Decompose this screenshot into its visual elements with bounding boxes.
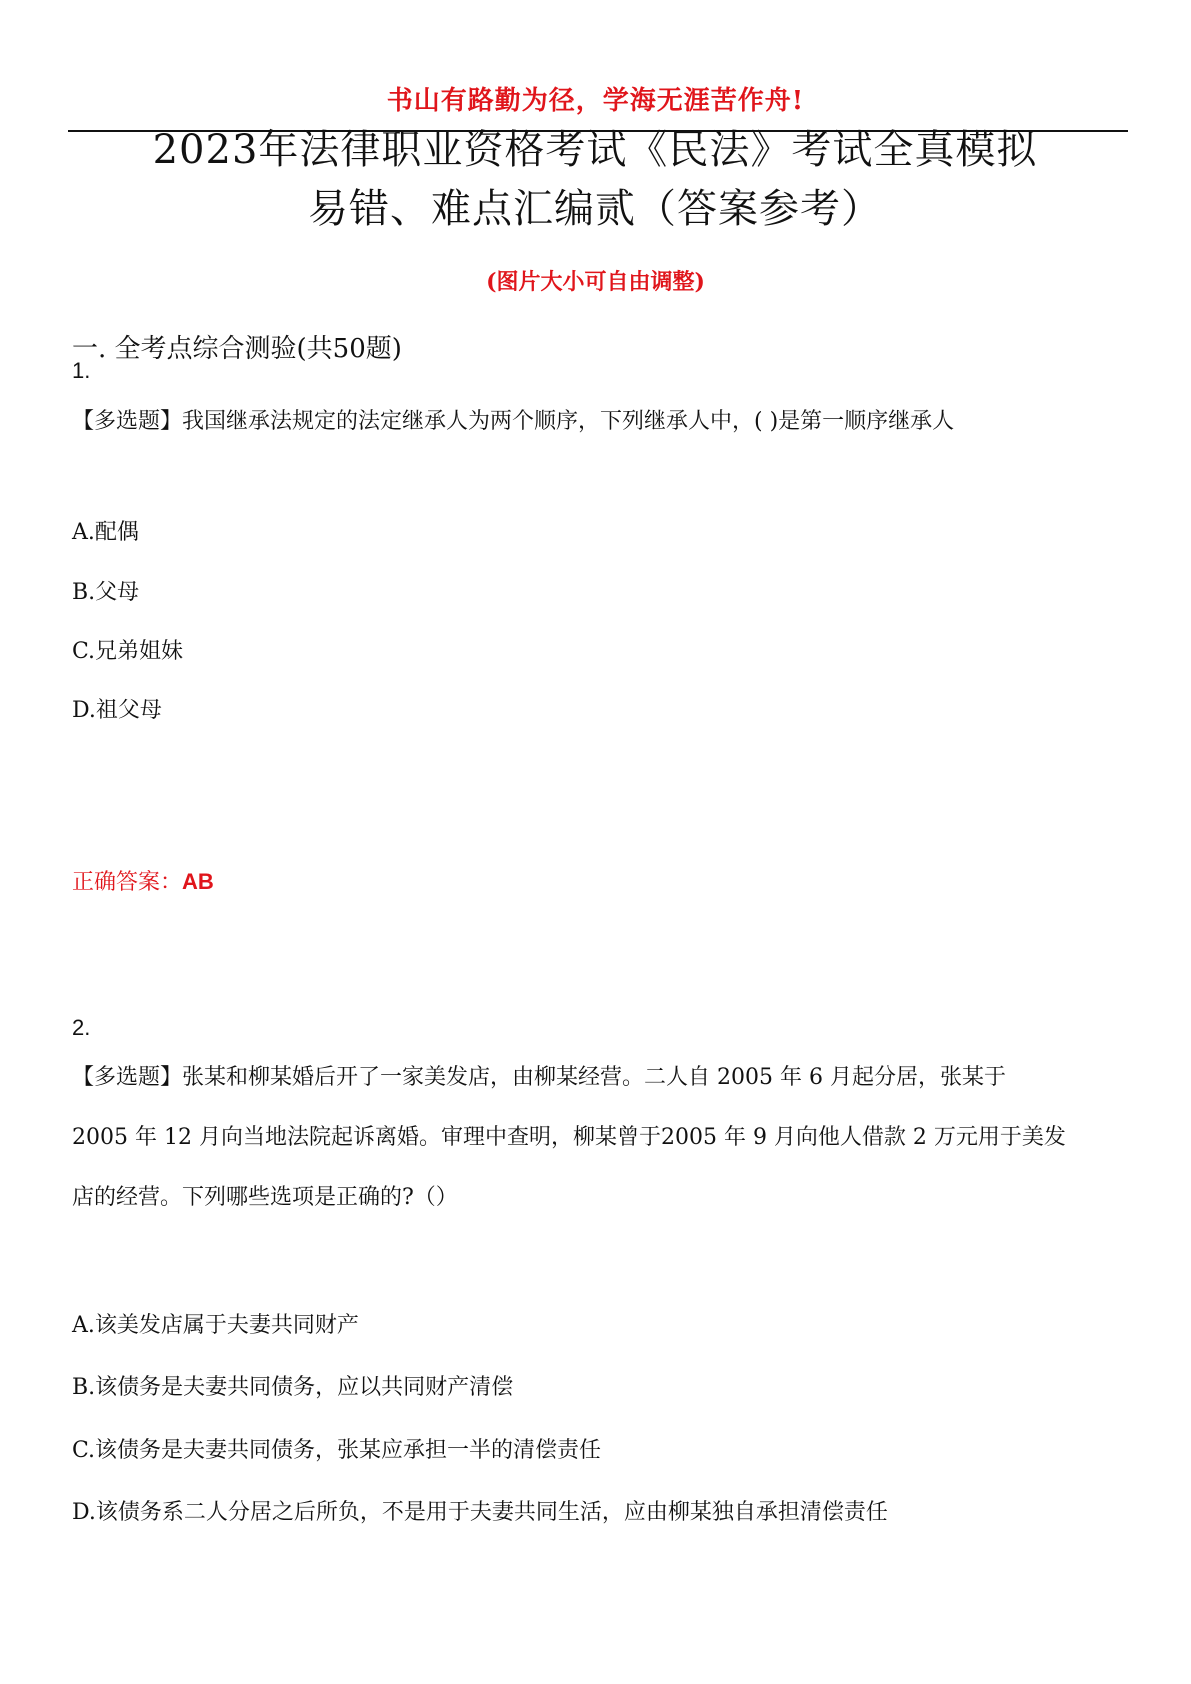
section-title: 一. 全考点综合测验(共50题): [72, 334, 402, 364]
question-2-option-a: A.该美发店属于夫妻共同财产: [72, 1313, 359, 1338]
resize-note: (图片大小可自由调整): [486, 269, 705, 295]
question-1-option-a: A.配偶: [72, 520, 139, 545]
motto-banner: 书山有路勤为径，学海无涯苦作舟!: [386, 86, 805, 116]
question-2-option-d: D.该债务系二人分居之后所负，不是用于夫妻共同生活，应由柳某独自承担清偿责任: [72, 1500, 888, 1525]
question-2-number: 2.: [72, 1015, 91, 1040]
question-2-stem-line-3: 店的经营。下列哪些选项是正确的?（）: [72, 1185, 458, 1210]
question-1-stem: 【多选题】我国继承法规定的法定继承人为两个顺序，下列继承人中，( )是第一顺序继承人: [72, 409, 955, 434]
question-1-answer: [72, 865, 214, 896]
page-title-line-2: 易错、难点汇编贰（答案参考）: [308, 186, 882, 232]
question-1-option-c: C.兄弟姐妹: [72, 639, 184, 664]
answer-value: AB: [182, 869, 214, 894]
question-1-number: 1.: [72, 358, 91, 383]
question-1-option-d: D.祖父母: [72, 698, 162, 723]
question-2-stem-line-2: 2005 年 12 月向当地法院起诉离婚。审理中查明，柳某曾于2005 年 9 月向他人借款 2 万元用于美发: [72, 1125, 1066, 1150]
question-2-stem-line-1: 【多选题】张某和柳某婚后开了一家美发店，由柳某经营。二人自 2005 年 6 月起分居，张某于: [72, 1065, 1006, 1090]
page-title-line-1: 2023年法律职业资格考试《民法》考试全真模拟: [152, 127, 1038, 173]
question-1-option-b: B.父母: [72, 580, 140, 605]
question-2-option-c: C.该债务是夫妻共同债务，张某应承担一半的清偿责任: [72, 1438, 602, 1463]
question-2-option-b: B.该债务是夫妻共同债务，应以共同财产清偿: [72, 1375, 514, 1400]
answer-label: 正确答案：: [72, 870, 183, 895]
